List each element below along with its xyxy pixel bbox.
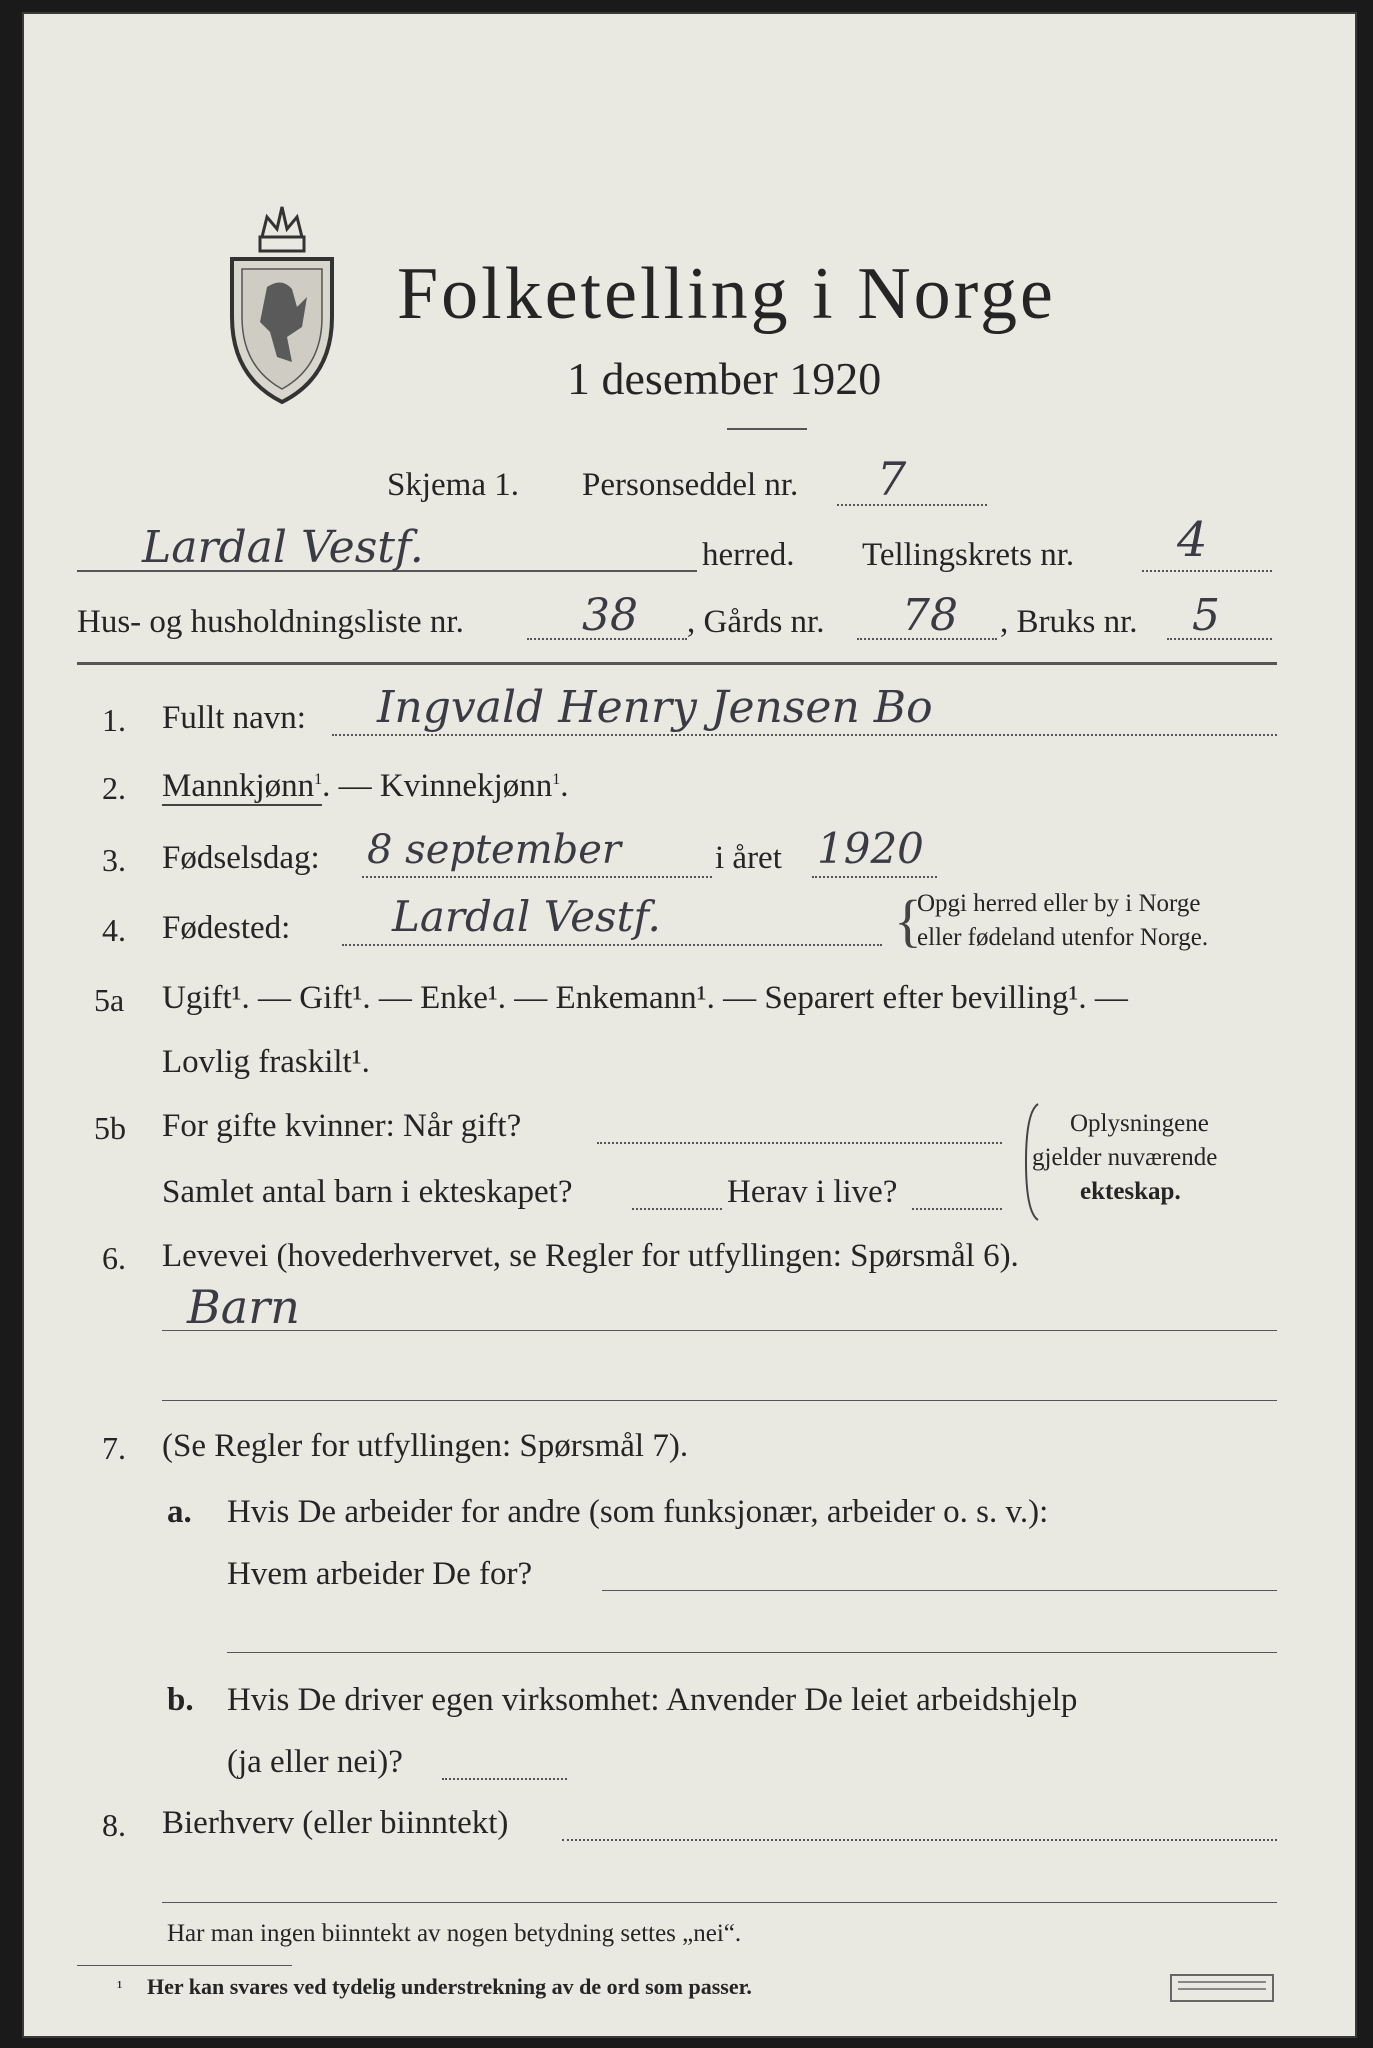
q7-label: (Se Regler for utfyllingen: Spørsmål 7).	[162, 1428, 689, 1464]
q5b-line1	[597, 1142, 1002, 1144]
q7a-line1: Hvis De arbeider for andre (som funksjonær, arbeider o. s. v.):	[227, 1494, 1049, 1530]
q4-note-line2: eller fødeland utenfor Norge.	[917, 924, 1209, 951]
q5b-note-line1: Oplysningene	[1070, 1110, 1209, 1137]
header-divider	[77, 662, 1277, 665]
personseddel-value[interactable]: 7	[877, 452, 907, 506]
q4-label: Fødested:	[162, 910, 291, 946]
q1-number: 1.	[102, 702, 126, 738]
q5b-label1: For gifte kvinner: Når gift?	[162, 1108, 522, 1144]
q5b-line2	[632, 1208, 722, 1210]
q1-value[interactable]: Ingvald Henry Jensen Bo	[377, 682, 933, 733]
q7b-answer-line	[442, 1778, 567, 1780]
q5b-number: 5b	[94, 1110, 126, 1146]
herred-label: herred.	[702, 537, 795, 573]
q4-line	[342, 944, 882, 946]
q7-number: 7.	[102, 1430, 126, 1466]
title-divider	[727, 428, 807, 430]
q1-line	[332, 734, 1277, 736]
norwegian-coat-of-arms-icon	[222, 197, 342, 407]
printer-stamp-icon	[1170, 1974, 1274, 2002]
q5b-note-line3: ekteskap.	[1080, 1178, 1181, 1205]
biinntekt-note: Har man ingen biinntekt av nogen betydning settes „nei“.	[167, 1920, 742, 1947]
q3-year-label: i året	[715, 840, 782, 876]
skjema-label: Skjema 1.	[387, 467, 519, 503]
q2-sep: . —	[322, 768, 380, 804]
q7b-line1: Hvis De driver egen virksomhet: Anvender De leiet arbeidshjelp	[227, 1682, 1078, 1718]
q5a-number: 5a	[94, 982, 125, 1018]
footnote-divider	[77, 1965, 292, 1966]
q3-label: Fødselsdag:	[162, 840, 320, 876]
form-date: 1 desember 1920	[567, 353, 882, 404]
q6-line2	[162, 1400, 1277, 1401]
q5a-line2[interactable]: Lovlig fraskilt¹.	[162, 1044, 370, 1080]
q2-female-option[interactable]: Kvinnekjønn$^1$	[379, 768, 561, 804]
q5b-note-line2: gjelder nuværende	[1032, 1144, 1218, 1171]
herred-value[interactable]: Lardal Vestf.	[142, 522, 424, 573]
bruks-label: , Bruks nr.	[1000, 604, 1138, 640]
q1-label: Fullt navn:	[162, 700, 306, 736]
q4-number: 4.	[102, 912, 126, 948]
q7a-number: a.	[167, 1494, 192, 1530]
q2-female-label: Kvinnekjønn	[379, 768, 553, 804]
form-title: Folketelling i Norge	[397, 253, 1056, 335]
q2-number: 2.	[102, 770, 126, 806]
q2-sex-options	[162, 768, 569, 805]
hus-label: Hus- og husholdningsliste nr.	[77, 604, 464, 640]
q3-number: 3.	[102, 842, 126, 878]
footnote-text: Her kan svares ved tydelig understrekning av de ord som passer.	[147, 1974, 752, 1999]
q7b-number: b.	[167, 1682, 194, 1718]
q2-end: .	[560, 768, 569, 804]
q3-year-value[interactable]: 1920	[817, 824, 924, 873]
q6-number: 6.	[102, 1240, 126, 1276]
tellingskrets-line	[1142, 570, 1272, 572]
q3-value[interactable]: 8 september	[367, 827, 622, 873]
census-form-sheet	[22, 12, 1357, 2038]
tellingskrets-value[interactable]: 4	[1177, 512, 1208, 568]
bruks-value[interactable]: 5	[1192, 590, 1220, 641]
footnote-mark: ¹	[117, 1977, 123, 1997]
q3-line	[362, 876, 712, 878]
q5a-line1[interactable]: Ugift¹. — Gift¹. — Enke¹. — Enkemann¹. — Separert efter bevilling¹. —	[162, 980, 1128, 1016]
q6-label: Levevei (hovederhvervet, se Regler for utfyllingen: Spørsmål 6).	[162, 1238, 1019, 1274]
hus-value[interactable]: 38	[582, 590, 638, 641]
personseddel-label: Personseddel nr.	[582, 467, 799, 503]
q8-label: Bierhverv (eller biinntekt)	[162, 1805, 509, 1841]
personseddel-line	[837, 504, 987, 506]
q3-year-line	[812, 876, 937, 878]
q4-note-line1: Opgi herred eller by i Norge	[917, 890, 1201, 917]
q7a-line2: Hvem arbeider De for?	[227, 1556, 533, 1592]
q7a-answer-line1	[602, 1590, 1277, 1591]
q4-note-brace: {	[894, 888, 922, 953]
gards-label: , Gårds nr.	[687, 604, 825, 640]
tellingskrets-label: Tellingskrets nr.	[862, 537, 1075, 573]
q7a-answer-line2	[227, 1652, 1277, 1653]
q6-value[interactable]: Barn	[187, 1280, 300, 1334]
q2-male-label: Mannkjønn	[162, 768, 315, 804]
q8-line1	[562, 1839, 1277, 1841]
q5b-label3: Herav i live?	[727, 1174, 898, 1210]
q5b-line3	[912, 1208, 1002, 1210]
q8-number: 8.	[102, 1807, 126, 1843]
q7b-line2: (ja eller nei)?	[227, 1744, 403, 1780]
gards-value[interactable]: 78	[902, 590, 958, 641]
q6-line1	[162, 1330, 1277, 1331]
q4-value[interactable]: Lardal Vestf.	[392, 892, 661, 941]
q5b-label2: Samlet antal barn i ekteskapet?	[162, 1174, 573, 1210]
q2-male-option[interactable]: Mannkjønn$^1$	[162, 768, 323, 804]
q8-line2	[162, 1902, 1277, 1903]
